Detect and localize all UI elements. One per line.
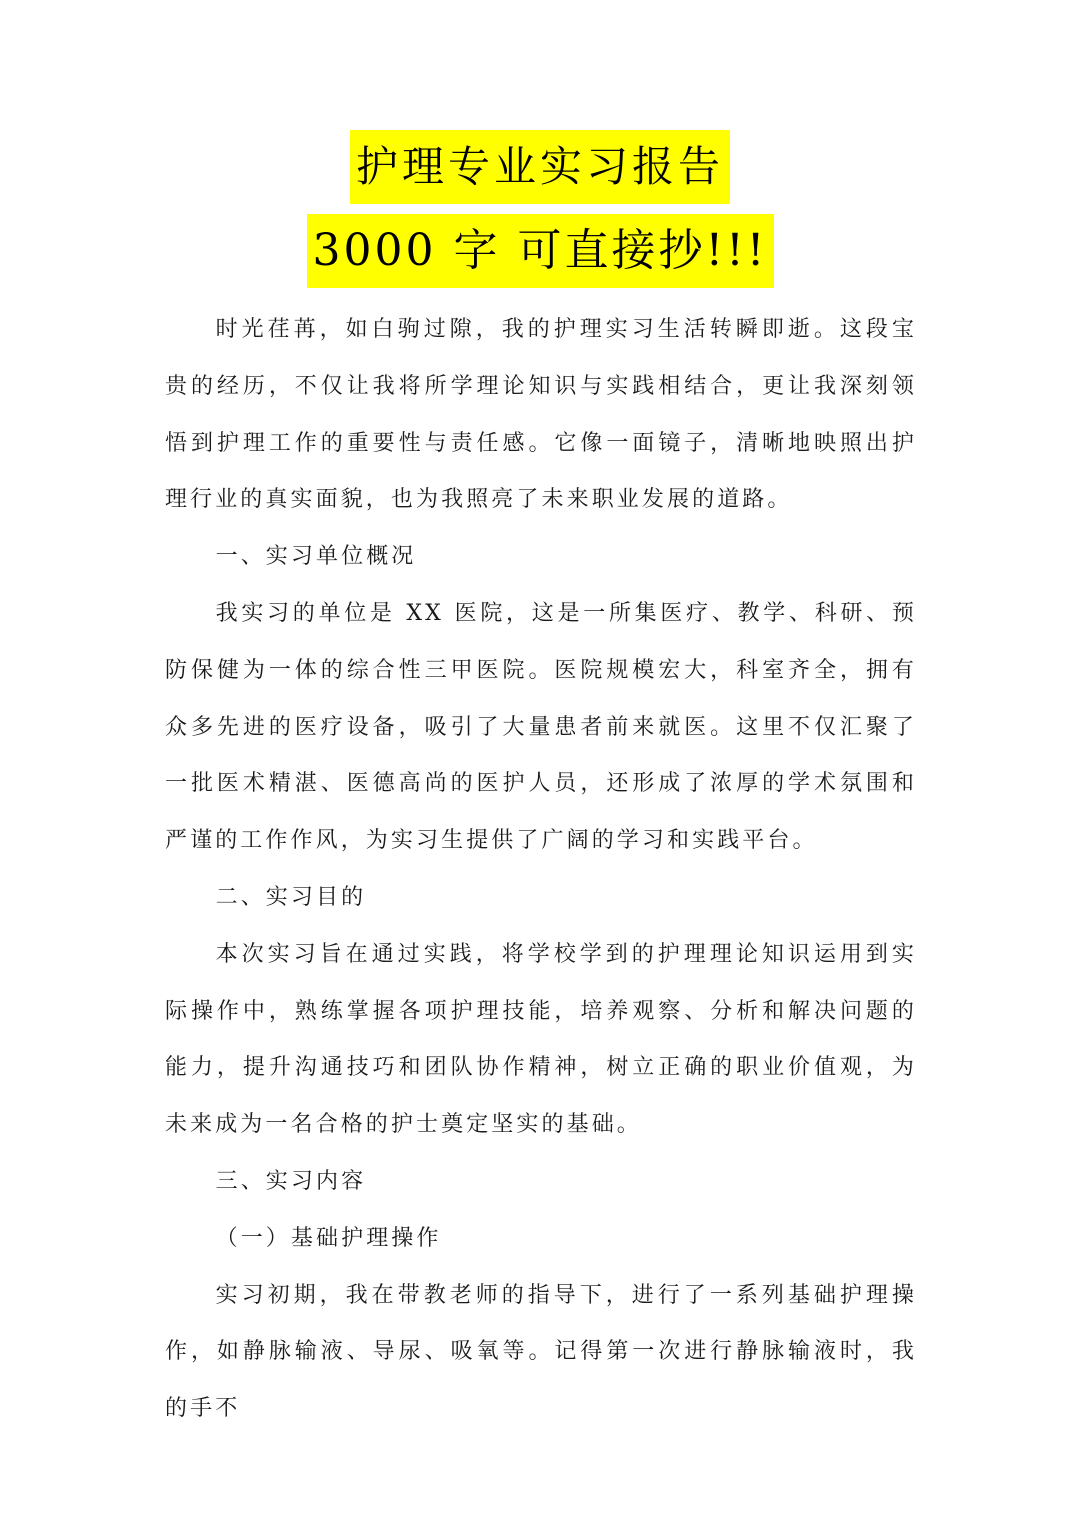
title-line-2 bbox=[0, 214, 1080, 288]
subsection-heading-basic-care: （一）基础护理操作 bbox=[215, 1225, 442, 1251]
document-body bbox=[165, 302, 917, 1438]
purpose-paragraph: 本次实习旨在通过实践，将学校学到的护理理论知识运用到实际操作中，熟练掌握各项护理技能，培养观察、分析和解决问题的能力，提升沟通技巧和团队协作精神，树立正确的职业价值观，为未来成为一名合格的护士奠定坚实的基础。 bbox=[165, 941, 917, 1138]
unit-overview-paragraph: 我实习的单位是 XX 医院，这是一所集医疗、教学、科研、预防保健为一体的综合性三甲医院。医院规模宏大，科室齐全，拥有众多先进的医疗设备，吸引了大量患者前来就医。这里不仅汇聚了一批医术精湛、医德高尚的医护人员，还形成了浓厚的学术氛围和严谨的工作作风，为实习生提供了广阔的学习和实践平台。 bbox=[165, 600, 917, 854]
intro-paragraph: 时光荏苒，如白驹过隙，我的护理实习生活转瞬即逝。这段宝贵的经历，不仅让我将所学理论知识与实践相结合，更让我深刻领悟到护理工作的重要性与责任感。它像一面镜子，清晰地映照出护理行业的真实面貌，也为我照亮了未来职业发展的道路。 bbox=[165, 317, 917, 513]
basic-care-paragraph: 实习初期，我在带教老师的指导下，进行了一系列基础护理操作，如静脉输液、导尿、吸氧等。记得第一次进行静脉输液时，我的手不 bbox=[165, 1282, 917, 1422]
section-heading-content: 三、实习内容 bbox=[215, 1168, 367, 1194]
document-subtitle: 3000 字 可直接抄!!! bbox=[307, 214, 774, 288]
title-line-1 bbox=[0, 130, 1080, 204]
section-heading-purpose: 二、实习目的 bbox=[215, 884, 367, 910]
document-title: 护理专业实习报告 bbox=[350, 130, 730, 204]
section-heading-unit-overview: 一、实习单位概况 bbox=[215, 544, 417, 570]
